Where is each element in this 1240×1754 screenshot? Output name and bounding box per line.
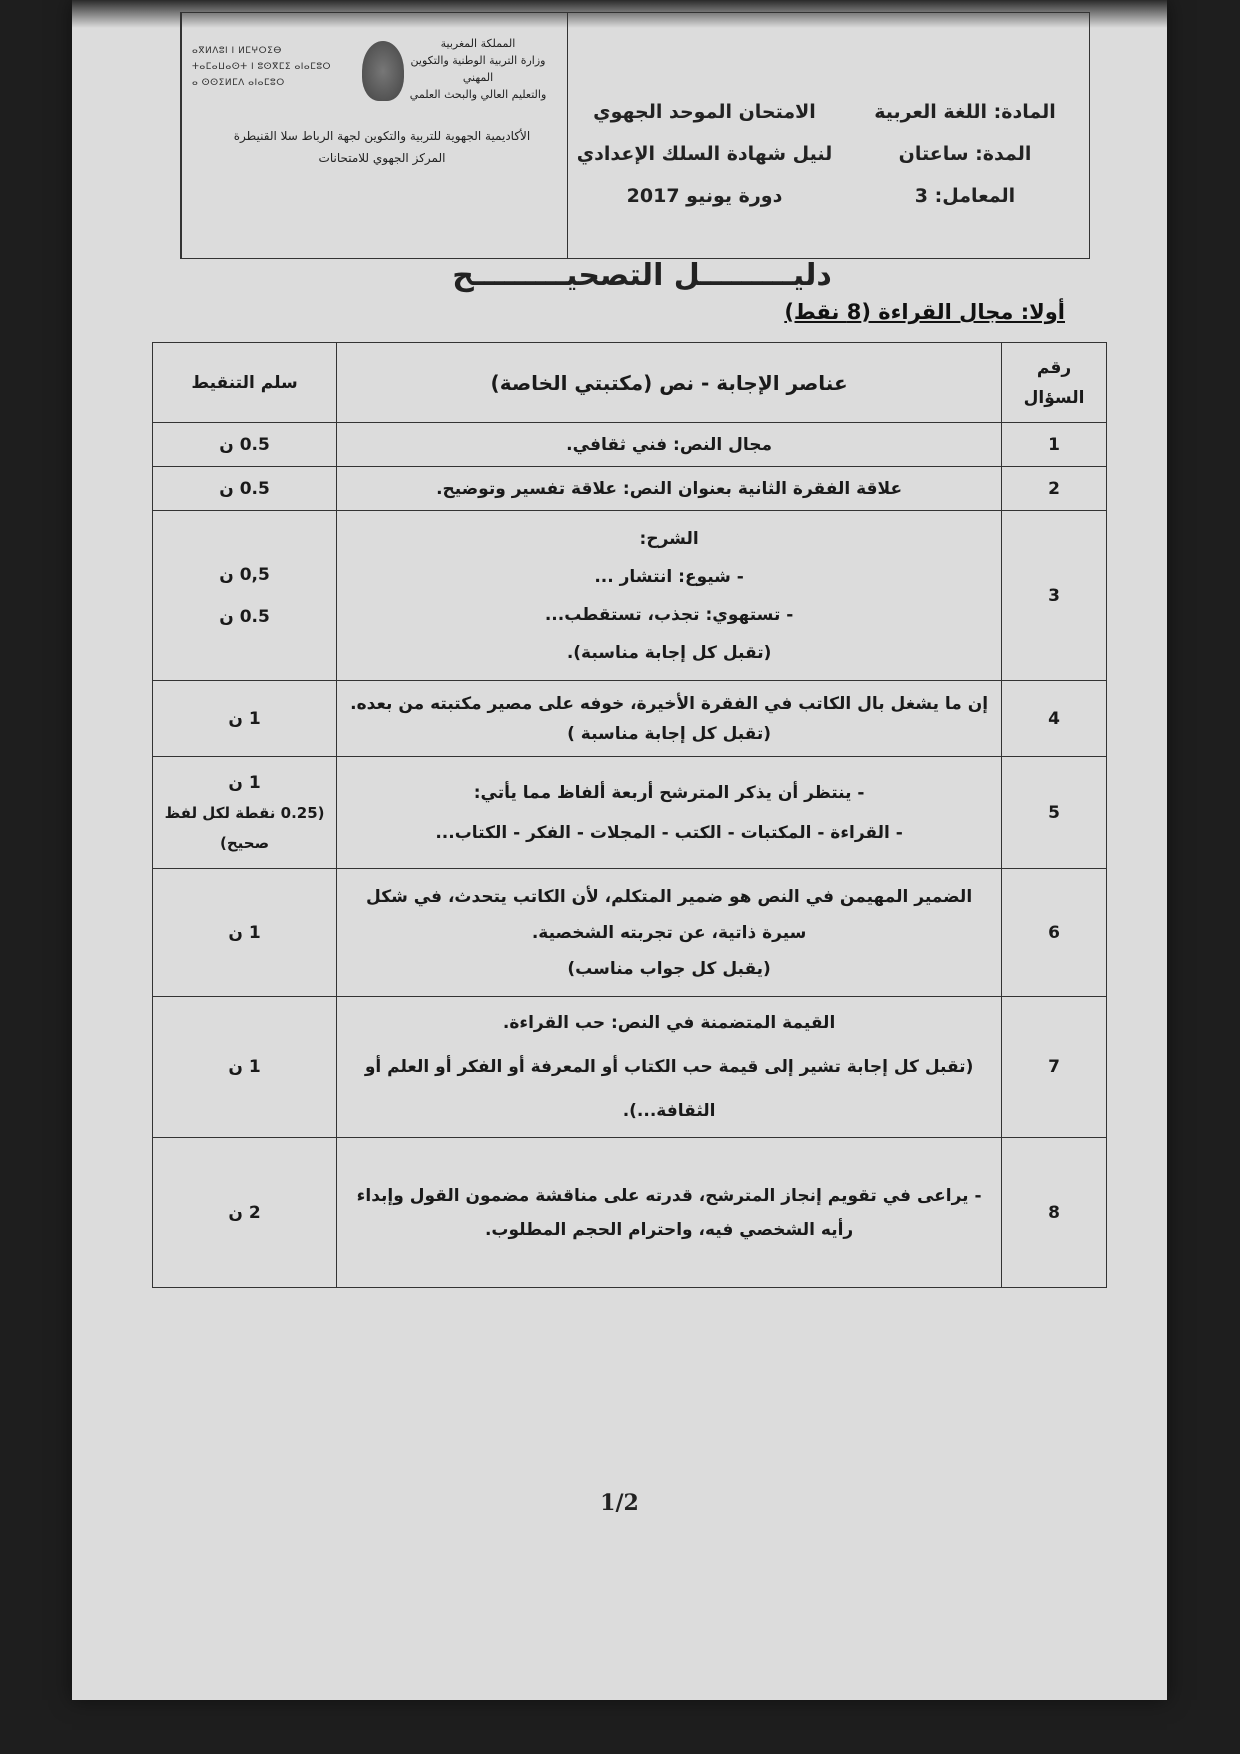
row-number: 5 <box>1002 757 1107 869</box>
document-title: دليـــــــــل التصحيـــــــــح <box>452 258 832 293</box>
row-score: 1 ن <box>153 681 337 757</box>
row-number: 2 <box>1002 467 1107 511</box>
row-answer: مجال النص: فني ثقافي. <box>337 423 1002 467</box>
row-answer: إن ما يشغل بال الكاتب في الفقرة الأخيرة، خوفه على مصير مكتبته من بعده. (تقبل كل إجابة مناسبة ) <box>337 681 1002 757</box>
row-score: 1 ن <box>153 869 337 997</box>
academy-arabic: الأكاديمية الجهوية للتربية والتكوين لجهة الرباط سلا القنيطرة المركز الجهوي للامتحانات <box>233 129 531 165</box>
header-score: سلم التنقيط <box>153 343 337 423</box>
header-subject-cell <box>841 13 1089 258</box>
table-row <box>153 1138 1107 1288</box>
row-answer: - ينتظر أن يذكر المترشح أربعة ألفاظ مما يأتي: - القراءة - المكتبات - الكتب - المجلات - الفكر - الكتاب... <box>337 757 1002 869</box>
header-academy-cell <box>181 13 567 258</box>
row-score: 1 ن <box>153 997 337 1138</box>
row-score: 2 ن <box>153 1138 337 1288</box>
coat-of-arms-icon <box>362 41 404 101</box>
table-row <box>153 511 1107 681</box>
row-answer: القيمة المتضمنة في النص: حب القراءة. (تقبل كل إجابة تشير إلى قيمة حب الكتاب أو المعرفة أو الفكر أو العلم أو الثقافة...). <box>337 997 1002 1138</box>
row-number: 3 <box>1002 511 1107 681</box>
row-answer: الضمير المهيمن في النص هو ضمير المتكلم، لأن الكاتب يتحدث، في شكل سيرة ذاتية، عن تجربته الشخصية. (يقبل كل جواب مناسب) <box>337 869 1002 997</box>
row-answer: علاقة الفقرة الثانية بعنوان النص: علاقة تفسير وتوضيح. <box>337 467 1002 511</box>
header-exam-cell <box>567 13 841 258</box>
academy-tifinagh: ⴰⴳⵍⴷⵓⵏ ⵏ ⵍⵎⵖⵔⵉⴱ ⵜⴰⵎⴰⵡⴰⵙⵜ ⵏ ⵓⵙⴳⵎⵉ ⴰⵏⴰⵎⵓⵔ ⴰ ⵙⵙⵉⵍⵎⴷ ⴰⵏⴰⵎⵓⵔ <box>192 46 332 88</box>
table-header-row <box>153 343 1107 423</box>
row-score: 0.5 ن <box>153 423 337 467</box>
header-box <box>180 12 1090 259</box>
row-number: 1 <box>1002 423 1107 467</box>
row-number: 8 <box>1002 1138 1107 1288</box>
page-number: 1/2 <box>600 1490 639 1516</box>
row-answer: الشرح: - شيوع: انتشار ... - تستهوي: تجذب، تستقطب... (تقبل كل إجابة مناسبة). <box>337 511 1002 681</box>
ministry-name: المملكة المغربية وزارة التربية الوطنية والتكوين المهني والتعليم العالي والبحث العلمي <box>409 37 547 101</box>
header-number: رقم السؤال <box>1002 343 1107 423</box>
row-number: 7 <box>1002 997 1107 1138</box>
section-title: أولا: مجال القراءة (8 نقط) <box>784 300 1065 324</box>
table-row <box>153 423 1107 467</box>
answer-table <box>152 342 1107 1288</box>
exam-page <box>72 0 1167 1700</box>
row-number: 4 <box>1002 681 1107 757</box>
exam-info: الامتحان الموحد الجهوي لنيل شهادة السلك الإعدادي دورة يونيو 2017 <box>576 101 833 207</box>
row-answer: - يراعى في تقويم إنجاز المترشح، قدرته على مناقشة مضمون القول وإبداء رأيه الشخصي فيه، واحترام الحجم المطلوب. <box>337 1138 1002 1288</box>
header-answer: عناصر الإجابة - نص (مكتبتي الخاصة) <box>337 343 1002 423</box>
row-score: 1 ن (0.25 نقطة لكل لفظ صحيح) <box>153 757 337 869</box>
table-row <box>153 681 1107 757</box>
table-row <box>153 997 1107 1138</box>
table-row <box>153 869 1107 997</box>
table-row <box>153 757 1107 869</box>
table-row <box>153 467 1107 511</box>
row-score: 0,5 ن 0.5 ن <box>153 511 337 681</box>
subject-info: المادة: اللغة العربية المدة: ساعتان المعامل: 3 <box>874 101 1056 207</box>
row-score: 0.5 ن <box>153 467 337 511</box>
row-number: 6 <box>1002 869 1107 997</box>
